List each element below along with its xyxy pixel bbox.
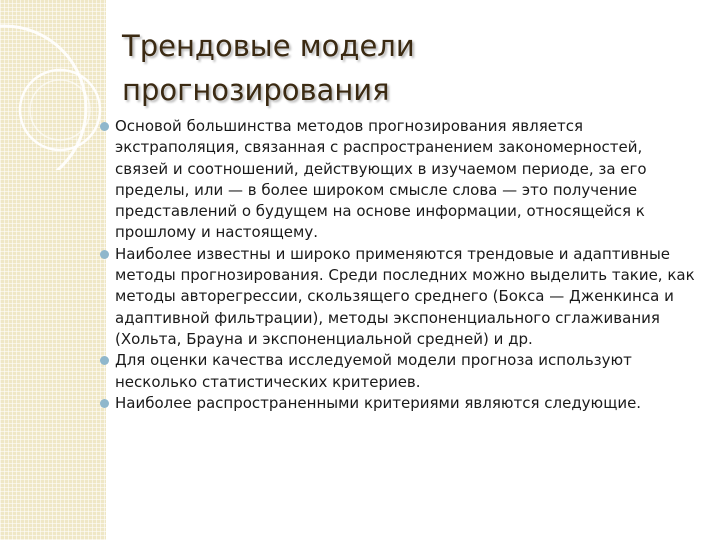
- bullet-item: [100, 244, 700, 350]
- bullet-dot-icon: [100, 122, 109, 131]
- bullet-dot-icon: [100, 399, 109, 408]
- slide-title-line-1: Трендовые модели: [122, 29, 415, 63]
- bullet-list: [100, 116, 700, 414]
- bullet-dot-icon: [100, 250, 109, 259]
- bullet-dot-icon: [100, 356, 109, 365]
- slide-title-line-2: прогнозирования: [122, 73, 390, 107]
- bullet-item: [100, 350, 700, 393]
- bullet-text: Основой большинства методов прогнозирования является экстраполяция, связанная с распространением закономерностей, связей и соотношений, действующих в изучаемом периоде, за его пределы, или — в более широком смысле слова — это получение представлений о будущем на основе информации, относящейся к прошлому и настоящему.: [115, 117, 647, 242]
- bullet-text: Наиболее известны и широко применяются трендовые и адаптивные методы прогнозирования. Среди последних можно выделить такие, как методы авторегрессии, скользящего среднего (Бокса — Дженкинса и адаптивной фильтрации), методы экспоненциального сглаживания (Хольта, Брауна и экспоненциальной средней) и др.: [115, 244, 695, 348]
- bullet-item: [100, 116, 700, 244]
- slide-title: [122, 24, 415, 112]
- bullet-item: [100, 393, 700, 414]
- bullet-text: Наиболее распространенными критериями являются следующие.: [115, 393, 642, 412]
- bullet-text: Для оценки качества исследуемой модели прогноза используют несколько статистических критериев.: [115, 351, 632, 391]
